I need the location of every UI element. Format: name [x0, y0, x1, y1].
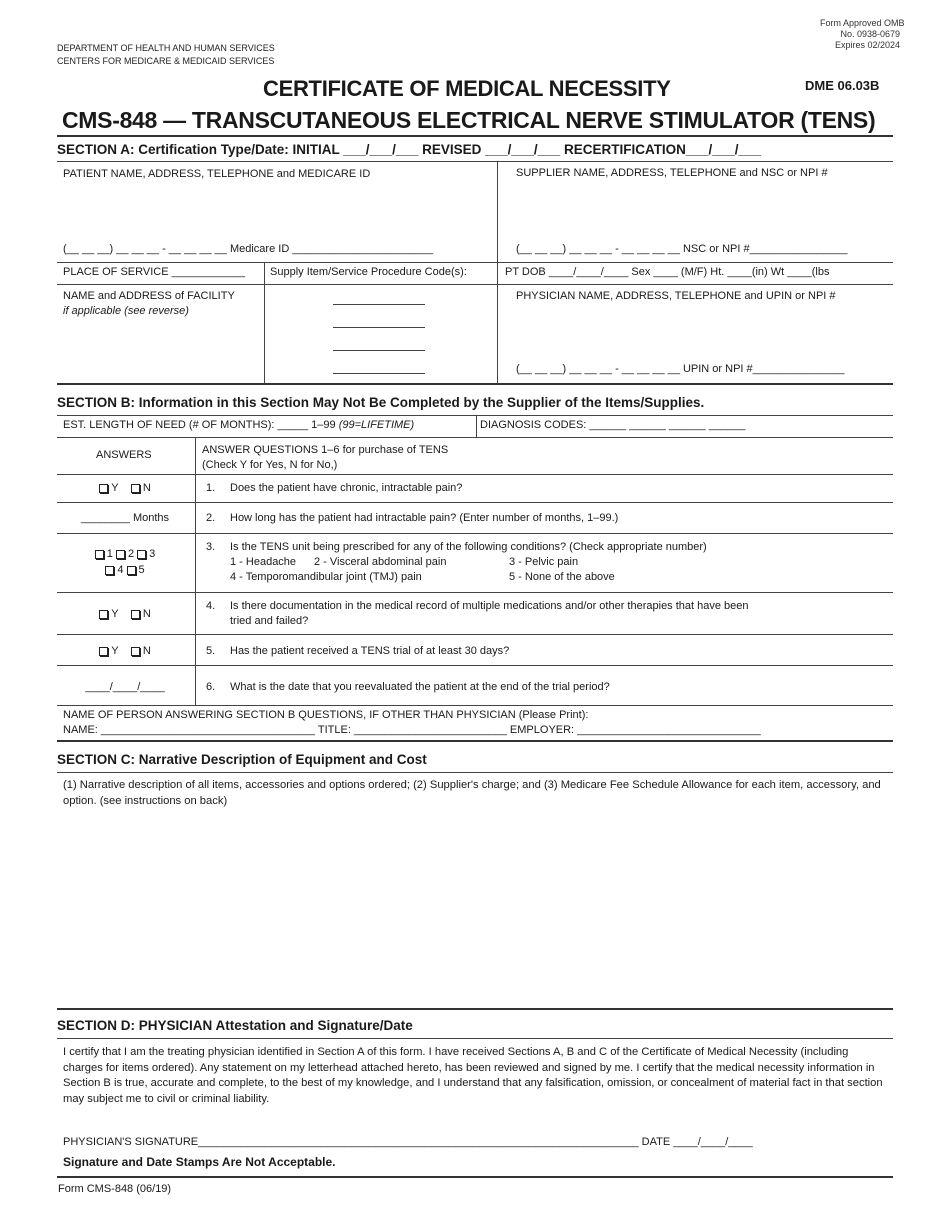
patient-phone-field[interactable]: (__ __ __) __ __ __ - __ __ __ __ Medicare ID _______________________ — [63, 243, 434, 255]
q1-yes-label: Y — [111, 482, 119, 494]
q3-option-1-checkbox[interactable] — [95, 550, 104, 559]
q1-no-checkbox[interactable] — [131, 484, 140, 493]
procedure-code-line-4[interactable] — [333, 373, 425, 374]
procedure-code-line-2[interactable] — [333, 327, 425, 328]
section-c-header: SECTION C: Narrative Description of Equipment and Cost — [57, 752, 427, 767]
section-c-description: (1) Narrative description of all items, accessories and options ordered; (2) Supplier's charge; and (3) Medicare Fee Schedule Allowance for each item, accessory, and option. (see instructions on back) — [63, 779, 881, 807]
q1-yes-checkbox[interactable] — [99, 484, 108, 493]
condition-pelvic: 3 - Pelvic pain — [509, 556, 579, 568]
narrative-description-area[interactable] — [57, 812, 893, 1007]
q2-number: 2. — [206, 512, 216, 524]
agency-department: DEPARTMENT OF HEALTH AND HUMAN SERVICES — [57, 43, 275, 53]
q3-option-1-label: 1 — [106, 548, 113, 560]
q1-answer[interactable] — [80, 482, 170, 494]
place-of-service-field[interactable]: PLACE OF SERVICE ____________ — [63, 266, 246, 278]
supplier-phone-field[interactable]: (__ __ __) __ __ __ - __ __ __ __ NSC or NPI #________________ — [516, 243, 848, 255]
q3-text: Is the TENS unit being prescribed for any of the following conditions? (Check appropriate number) — [230, 541, 707, 553]
condition-none: 5 - None of the above — [509, 571, 615, 583]
q1-no-label: N — [142, 482, 151, 494]
procedure-code-line-1[interactable] — [333, 304, 425, 305]
facility-note: if applicable (see reverse) — [63, 305, 189, 317]
physician-info-label: PHYSICIAN NAME, ADDRESS, TELEPHONE and UPIN or NPI # — [516, 290, 836, 302]
q5-answer[interactable] — [80, 645, 170, 657]
q3-option-3-checkbox[interactable] — [137, 550, 146, 559]
q3-option-2-checkbox[interactable] — [116, 550, 125, 559]
q5-number: 5. — [206, 645, 216, 657]
physician-attestation-text: I certify that I am the treating physician identified in Section A of this form. I have received Sections A, B and C of the Certificate of Medical Necessity (including charges for items ordered). Any statement on my letterhead attached hereto, has been reviewed and signed by me. I certify that the medical necessity information in Section B is true, accurate and complete, to the best of my knowledge, and I understand that any falsification, omission, or concealment of material fact in that section may subject me to civil or criminal liability. — [63, 1046, 883, 1105]
q2-months-field[interactable]: ________ Months — [80, 512, 170, 524]
agency-center: CENTERS FOR MEDICARE & MEDICAID SERVICES — [57, 56, 275, 66]
q3-number: 3. — [206, 541, 216, 553]
section-a-header: SECTION A: Certification Type/Date: INITIAL ___/___/___ REVISED ___/___/___ RECERTIFICATION___/___/___ — [57, 142, 762, 157]
q5-yes-label: Y — [111, 645, 119, 657]
q5-no-label: N — [142, 645, 151, 657]
condition-visceral: 2 - Visceral abdominal pain — [314, 556, 447, 568]
q6-text: What is the date that you reevaluated the patient at the end of the trial period? — [230, 681, 610, 693]
est-length-label: EST. LENGTH OF NEED (# OF MONTHS): _____ 1–99 — [63, 419, 339, 431]
q6-number: 6. — [206, 681, 216, 693]
q4-answer[interactable] — [80, 608, 170, 620]
form-title: CERTIFICATE OF MEDICAL NECESSITY — [263, 76, 671, 101]
q3-option-4-checkbox[interactable] — [105, 566, 114, 575]
patient-dob-sex-height-weight[interactable]: PT DOB ____/____/____ Sex ____ (M/F) Ht. ____(in) Wt ____(lbs — [505, 266, 830, 278]
name-of-person-label: NAME OF PERSON ANSWERING SECTION B QUESTIONS, IF OTHER THAN PHYSICIAN (Please Print): — [63, 709, 589, 721]
q5-text: Has the patient received a TENS trial of at least 30 days? — [230, 645, 510, 657]
q4-no-checkbox[interactable] — [131, 610, 140, 619]
q4-yes-label: Y — [111, 608, 119, 620]
diagnosis-codes-field[interactable]: DIAGNOSIS CODES: ______ ______ ______ ______ — [480, 419, 746, 431]
q3-option-4-label: 4 — [117, 564, 124, 576]
patient-info-label: PATIENT NAME, ADDRESS, TELEPHONE and MEDICARE ID — [63, 168, 371, 180]
q4-text: Is there documentation in the medical record of multiple medications and/or other therapies that have been — [230, 600, 749, 612]
form-subtitle: CMS-848 — TRANSCUTANEOUS ELECTRICAL NERVE STIMULATOR (TENS) — [62, 107, 876, 133]
answers-column-header: ANSWERS — [96, 449, 152, 461]
q5-no-checkbox[interactable] — [131, 647, 140, 656]
facility-label: NAME and ADDRESS of FACILITY — [63, 290, 235, 302]
q4-number: 4. — [206, 600, 216, 612]
physician-phone-field[interactable]: (__ __ __) __ __ __ - __ __ __ __ UPIN or NPI #_______________ — [516, 363, 845, 375]
q1-number: 1. — [206, 482, 216, 494]
form-footer: Form CMS-848 (06/19) — [58, 1183, 172, 1195]
name-title-employer-fields[interactable]: NAME: ___________________________________ TITLE: _________________________ EMPLOYER: ______________________________ — [63, 724, 761, 736]
omb-number: No. 0938-0679 — [840, 29, 900, 39]
omb-expiration: Expires 02/2024 — [834, 40, 900, 50]
q6-date-field[interactable]: ____/____/____ — [85, 681, 165, 693]
instructions-line-1: ANSWER QUESTIONS 1–6 for purchase of TENS — [202, 444, 449, 456]
q4-no-label: N — [142, 608, 151, 620]
q3-option-5-checkbox[interactable] — [127, 566, 136, 575]
q3-option-3-label: 3 — [149, 548, 156, 560]
q2-text: How long has the patient had intractable pain? (Enter number of months, 1–99.) — [230, 512, 619, 524]
instructions-line-2: (Check Y for Yes, N for No,) — [202, 459, 338, 471]
dme-number: DME 06.03B — [805, 78, 880, 93]
q1-text: Does the patient have chronic, intractable pain? — [230, 482, 463, 494]
section-d-header: SECTION D: PHYSICIAN Attestation and Signature/Date — [57, 1018, 413, 1033]
condition-tmj: 4 - Temporomandibular joint (TMJ) pain — [230, 571, 422, 583]
omb-approval-line: Form Approved OMB — [820, 18, 905, 28]
physician-signature-date-field[interactable]: PHYSICIAN'S SIGNATURE________________________________________________________________________ DATE ____/____/____ — [63, 1136, 753, 1148]
condition-headache: 1 - Headache — [230, 556, 297, 568]
stamps-warning: Signature and Date Stamps Are Not Acceptable. — [63, 1155, 336, 1169]
q4-yes-checkbox[interactable] — [99, 610, 108, 619]
q4-text-continued: tried and failed? — [230, 615, 309, 627]
q3-condition-options[interactable] — [70, 546, 180, 578]
q3-option-5-label: 5 — [138, 564, 145, 576]
supply-item-label: Supply Item/Service Procedure Code(s): — [270, 266, 467, 278]
est-length-of-need[interactable] — [63, 419, 414, 431]
procedure-code-line-3[interactable] — [333, 350, 425, 351]
lifetime-note: (99=LIFETIME) — [338, 419, 415, 431]
q5-yes-checkbox[interactable] — [99, 647, 108, 656]
section-b-header: SECTION B: Information in this Section May Not Be Completed by the Supplier of the Items/Supplies. — [57, 395, 705, 410]
supplier-info-label: SUPPLIER NAME, ADDRESS, TELEPHONE and NSC or NPI # — [516, 167, 828, 179]
q3-option-2-label: 2 — [127, 548, 135, 560]
